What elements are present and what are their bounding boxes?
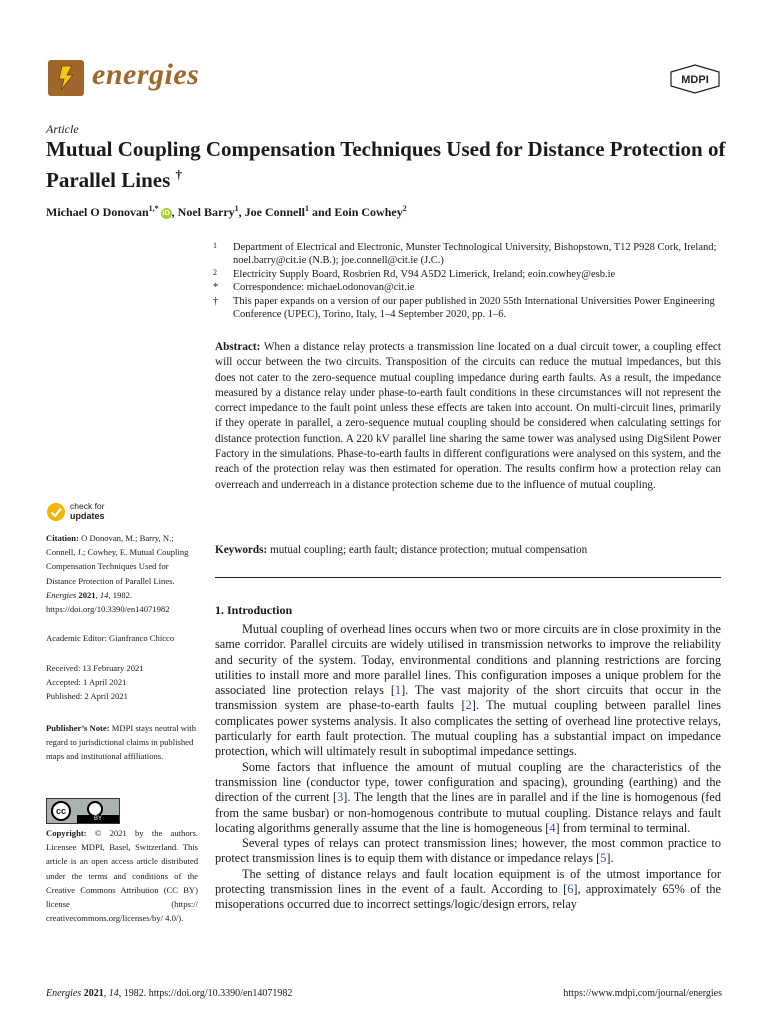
citation-ref-link[interactable]: 2 (465, 698, 472, 713)
dates-block (46, 661, 198, 704)
citation-text: O Donovan, M.; Barry, N.; Connell, J.; Cowhey, E. Mutual Coupling Compensation Techniques Used for Distance Protection of Parallel Lines. (46, 533, 189, 586)
footer-doi[interactable]: , 1982. https://doi.org/10.3390/en14071982 (118, 988, 293, 999)
journal-header (46, 54, 722, 104)
energies-logo-icon (48, 60, 84, 96)
author-name[interactable]: Michael O Donovan (46, 205, 149, 219)
affiliation-item (213, 241, 723, 268)
citation-ref-link[interactable]: 4 (549, 820, 556, 835)
title-footnote-mark: † (175, 167, 182, 182)
copyright-text: © 2021 by the authors. Licensee MDPI, Basel, Switzerland. This article is an open access article distributed under the terms and conditions of the Creative Commons Attribution (CC BY) license (https:// creativecommons.org/licenses/by/ 4.0/). (46, 828, 198, 924)
author-name[interactable]: Eoin Cowhey (334, 205, 403, 219)
author-separator: , (171, 205, 178, 219)
publisher-name: MDPI (681, 74, 709, 86)
citation-doi[interactable]: , 1982. https://doi.org/10.3390/en14071982 (46, 589, 170, 615)
citation-ref-link[interactable]: 1 (394, 683, 402, 698)
publisher-note (46, 721, 198, 764)
article-title (46, 137, 726, 193)
copyright-label: Copyright: (46, 828, 87, 838)
body-paragraph (215, 836, 721, 867)
check-for-updates-badge[interactable] (46, 500, 126, 526)
footer-year: 2021 (83, 988, 104, 999)
affiliation-mark: * (213, 282, 219, 294)
citation-journal: Energies (46, 589, 77, 600)
affiliation-text: Correspondence: michael.odonovan@cit.ie (233, 282, 415, 294)
author-affiliation-mark: 1 (234, 204, 239, 213)
body-text-run: ], approximately 65% of the misoperations occurred due to incorrect settings/logic/design errors, relay (215, 882, 721, 912)
citation-ref-link[interactable]: 5 (600, 851, 607, 866)
footer-citation: Energies 2021, 14, 1982. https://doi.org/10.3390/en14071982 (46, 988, 293, 999)
keywords-label: Keywords: (215, 544, 268, 556)
body-paragraph (215, 760, 721, 836)
footer-volume: 14 (108, 988, 119, 999)
received-date: Received: 13 February 2021 (46, 663, 144, 673)
section-heading-introduction: 1. Introduction (215, 603, 293, 617)
affiliation-text: This paper expands on a version of our paper published in 2020 55th International Universities Power Engineering Conference (UPEC), Torino, Italy, 1–4 September 2020, pp. 1–6. (233, 295, 715, 321)
cc-by-license-badge[interactable] (46, 798, 120, 824)
publisher-note-label: Publisher’s Note: (46, 723, 110, 733)
section-divider (215, 577, 721, 578)
affiliation-text: Department of Electrical and Electronic, Munster Technological University, Bishopstown, T12 P928 Cork, Ireland; noel.barry@cit.ie (N.B.); joe.connell@cit.ie (J.C.) (233, 242, 717, 267)
academic-editor: Academic Editor: Gianfranco Chicco (46, 633, 175, 643)
footer-journal-url[interactable]: https://www.mdpi.com/journal/energies (563, 988, 722, 999)
citation-block: Citation: O Donovan, M.; Barry, N.; Connell, J.; Cowhey, E. Mutual Coupling Compensation Techniques Used for Distance Protection of Parallel Lines. Energies 2021, 14, 1982. https://doi.org/10.3390/en14071982 (46, 533, 189, 615)
cc-icon: cc (51, 801, 71, 821)
affiliation-mark: 1 (213, 241, 217, 250)
citation-ref-link[interactable]: 3 (337, 790, 344, 805)
author-affiliation-mark: 1,* (148, 204, 159, 213)
affiliation-text: Electricity Supply Board, Rosbrien Rd, V94 A5D2 Limerick, Ireland; eoin.cowhey@esb.ie (233, 268, 616, 280)
body-text-run: ]. The mutual coupling between parallel lines complicates power systems analysis. It also complicates the setting of overhead line protective relays, particularly for earth fault protection. The mutual coupling has a substantial impact on impedance protection, which will ultimately result in suboptimal impedance settings. (215, 698, 721, 759)
author-name[interactable]: Noel Barry (177, 205, 235, 219)
by-label: BY (77, 815, 119, 823)
copyright-block (46, 826, 198, 925)
check-updates-line2: updates (70, 510, 105, 521)
author-affiliation-mark: 1 (305, 204, 309, 213)
mdpi-logo-icon[interactable] (668, 64, 722, 94)
article-title-text: Mutual Coupling Compensation Techniques Used for Distance Protection of Parallel Lines (46, 137, 726, 192)
author-list (46, 204, 726, 220)
citation-volume: 14 (99, 589, 109, 600)
author-affiliation-mark: 2 (402, 204, 407, 213)
body-text-run: ]. (606, 851, 614, 866)
body-text-run: ] from terminal to terminal. (555, 820, 691, 835)
introduction-body (215, 622, 721, 913)
published-date: Published: 2 April 2021 (46, 691, 128, 702)
body-text-run: ]. The vast majority of the short circuits that occur in the transmission system are phase-to-earth faults [ (215, 683, 721, 713)
body-text-run: The setting of distance relays and fault location equipment is of the utmost importance for protecting transmission lines in the event of a fault. According to [ (215, 866, 721, 897)
author-separator: , (238, 205, 245, 219)
body-text-run: Some factors that influence the amount of mutual coupling are the characteristics of the transmission line (conductor type, tower configuration and spacing), grounding (earthing) and the direction of the current [ (215, 759, 721, 805)
affiliation-item (213, 295, 723, 322)
citation-ref-link[interactable]: 6 (567, 882, 574, 897)
abstract (215, 340, 721, 493)
citation-year: 2021 (78, 589, 96, 600)
accepted-date: Accepted: 1 April 2021 (46, 677, 127, 688)
affiliation-mark: 2 (213, 267, 217, 277)
abstract-text: When a distance relay protects a transmission line located on a dual circuit tower, a coupling effect will occur between the two circuits. Transposition of the circuits can reduce the mutual impedances, but this does not cater to the zero-sequence mutual coupling impedance during earth faults. As a result, the impedance measured by a distance relay under phase-to-earth fault conditions in these circumstances will not represent the correct impedance to the fault point unless these effects are taken into account. On multi-circuit lines, primarily if they operate in parallel, a zero-sequence mutual coupling should be considered when calculating settings for distance protection function. A 220 kV parallel line sharing the same tower was analysed using DigSilent Power Factory in the simulations. Phase-to-earth faults in different configurations were analysed on this system, and the reach of the protection relay was then estimated for operation. The results confirm how a protection relay can overreach and underreach in a distance protection scheme due to the influence of mutual coupling. (215, 341, 721, 491)
journal-name[interactable]: energies (92, 58, 200, 91)
keywords-text: mutual coupling; earth fault; distance protection; mutual compensation (270, 544, 588, 556)
check-updates-line1: check for (70, 501, 105, 511)
abstract-label: Abstract: (215, 341, 261, 353)
orcid-icon[interactable]: iD (162, 209, 170, 217)
affiliation-item (213, 281, 723, 294)
body-text-run: Mutual coupling of overhead lines occurs when two or more circuits are in close proximity in the same corridor. Parallel circuits are widely utilised in transmission networks to improve the reliability and security of the system. Today, environmental conditions and planning restrictions are forcing utilities to install more and more parallel lines. This configuration imposes a unique problem for the associated line protection relays [ (215, 622, 721, 698)
keywords (215, 544, 721, 556)
footer-journal: Energies (46, 988, 82, 999)
check-updates-icon (46, 502, 66, 522)
author-name[interactable]: Joe Connell (244, 205, 305, 219)
author-separator: and (309, 205, 335, 219)
citation-label: Citation: (46, 533, 79, 543)
affiliation-mark: † (213, 295, 219, 307)
body-paragraph (215, 622, 721, 760)
publisher-note-text: MDPI stays neutral with regard to jurisdictional claims in published maps and institutional affiliations. (46, 723, 196, 762)
body-paragraph (215, 867, 721, 913)
affiliations (213, 241, 723, 321)
affiliation-item (213, 268, 723, 281)
article-type: Article (46, 122, 79, 136)
body-text-run: Several types of relays can protect transmission lines; however, the most common practice to protect transmission lines is to equip them with distance or impedance relays [ (215, 836, 721, 866)
body-text-run: ]. The length that the lines are in parallel and if the line is homogenous (fed from the same busbar) or non-homogenous contribute to mutual coupling. Distance relays and fault locating algorithms generally assume that the line is homogeneous [ (215, 790, 721, 835)
check-updates-text (70, 502, 105, 521)
